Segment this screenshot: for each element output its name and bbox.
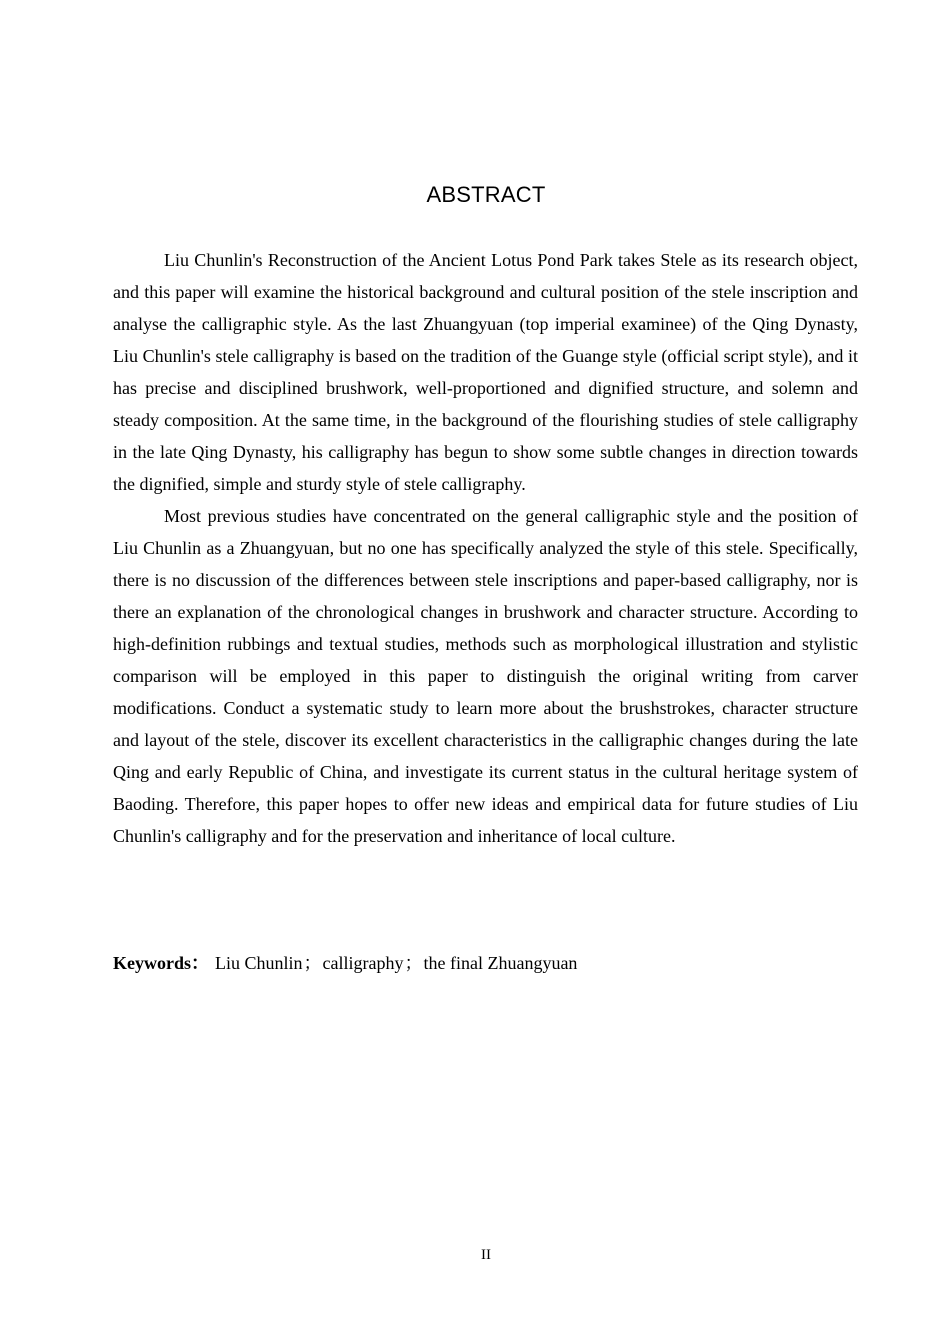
page-number: II (481, 1247, 491, 1263)
keywords-label: Keywords (113, 953, 191, 973)
keyword-separator-2: ； (404, 953, 423, 973)
keywords-label-separator: ： (191, 953, 209, 973)
abstract-title: ABSTRACT (426, 182, 546, 207)
keyword-separator-1: ； (303, 953, 322, 973)
keyword-item-1: Liu Chunlin (215, 953, 303, 973)
abstract-paragraph-1: Liu Chunlin's Reconstruction of the Ancient Lotus Pond Park takes Stele as its research object, and this paper will examine the historical background and cultural position of the stele inscription and analyse the calligraphic style. As the last Zhuangyuan (top imperial examinee) of the Qing Dynasty, Liu Chunlin's stele calligraphy is based on the tradition of the Guange style (official script style), and it has precise and disciplined brushwork, well-proportioned and dignified structure, and solemn and steady composition. At the same time, in the background of the flourishing studies of stele calligraphy in the late Qing Dynasty, his calligraphy has begun to show some subtle changes in direction towards the dignified, simple and sturdy style of stele calligraphy. (113, 250, 858, 494)
keyword-item-3: the final Zhuangyuan (423, 953, 578, 973)
keywords-line (113, 947, 858, 979)
abstract-paragraph-2: Most previous studies have concentrated on the general calligraphic style and the position of Liu Chunlin as a Zhuangyuan, but no one has specifically analyzed the style of this stele. Specifically, there is no discussion of the differences between stele inscriptions and paper-based calligraphy, nor is there an explanation of the chronological changes in brushwork and character structure. According to high-definition rubbings and textual studies, methods such as morphological illustration and stylistic comparison will be employed in this paper to distinguish the original writing from carver modifications. Conduct a systematic study to learn more about the brushstrokes, character structure and layout of the stele, discover its excellent characteristics in the calligraphic changes during the late Qing and early Republic of China, and investigate its current status in the cultural heritage system of Baoding. Therefore, this paper hopes to offer new ideas and empirical data for future studies of Liu Chunlin's calligraphy and for the preservation and inheritance of local culture. (113, 506, 858, 846)
abstract-body (113, 244, 858, 852)
keyword-item-2: calligraphy (322, 953, 404, 973)
